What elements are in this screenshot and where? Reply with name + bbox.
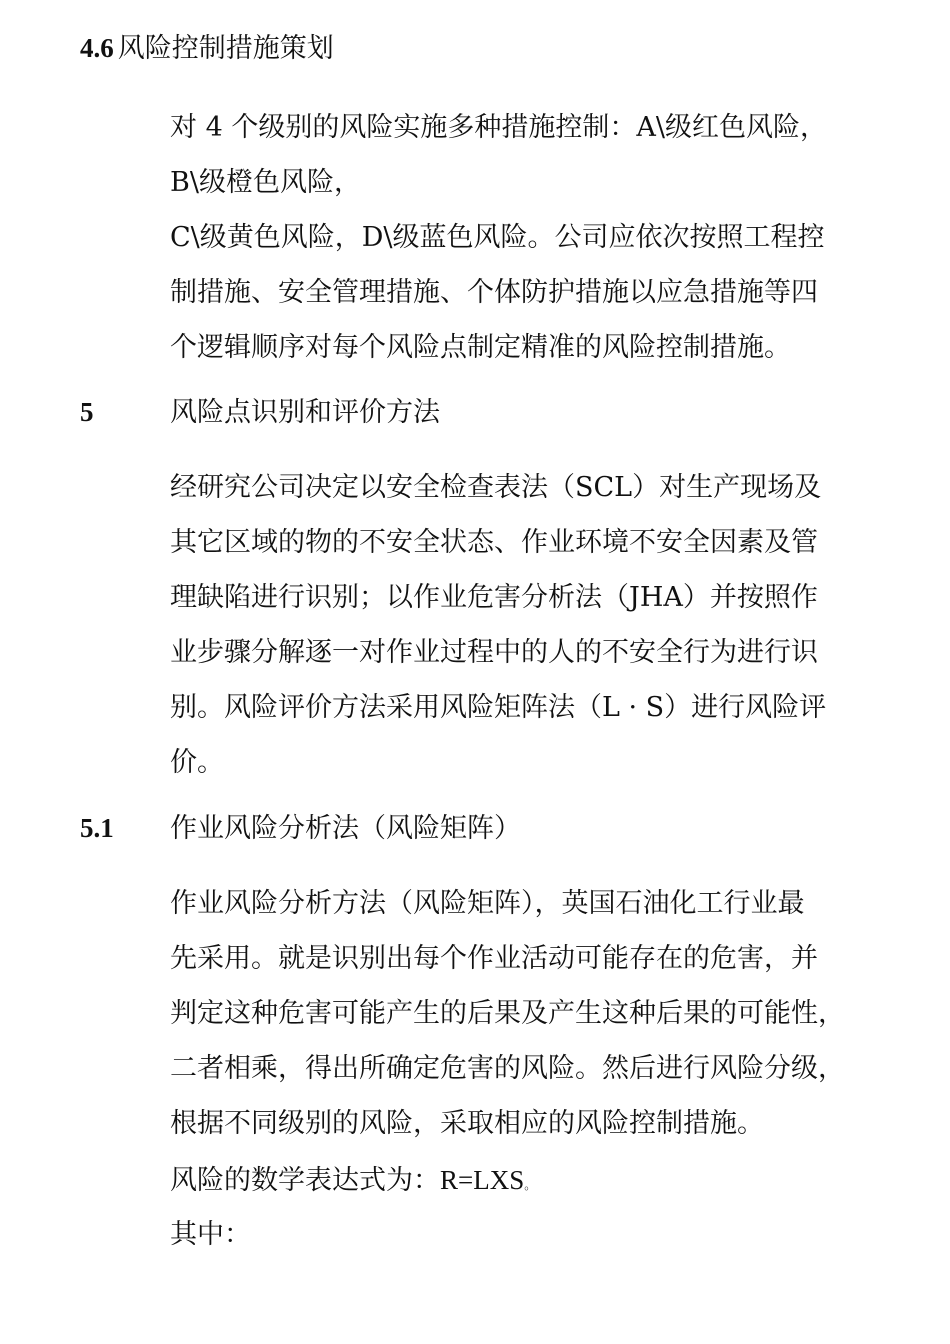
paragraph-line: 别。风险评价方法采用风险矩阵法（L · S）进行风险评 (170, 692, 827, 723)
paragraph-line: 经研究公司决定以安全检查表法（SCL）对生产现场及 (170, 472, 822, 503)
formula-period: 。 (524, 1178, 537, 1192)
paragraph-line: 理缺陷进行识别；以作业危害分析法（JHA）并按照作 (170, 582, 818, 613)
formula-label: 风险的数学表达式为： (170, 1165, 440, 1196)
paragraph-line: 个逻辑顺序对每个风险点制定精准的风险控制措施。 (170, 332, 791, 363)
section-title: 风险点识别和评价方法 (170, 397, 440, 428)
paragraph-line: 判定这种危害可能产生的后果及产生这种后果的可能性， (170, 998, 845, 1029)
section-title: 风险控制措施策划 (117, 33, 334, 64)
paragraph-line: 根据不同级别的风险，采取相应的风险控制措施。 (170, 1108, 764, 1139)
paragraph-line: C\级黄色风险，D\级蓝色风险。公司应依次按照工程控 (170, 222, 825, 253)
where-label: 其中： (170, 1219, 251, 1250)
paragraph-line: 先采用。就是识别出每个作业活动可能存在的危害，并 (170, 943, 818, 974)
section-heading-5-1 (80, 808, 521, 849)
paragraph-line: 作业风险分析方法（风险矩阵），英国石油化工行业最 (170, 888, 805, 919)
paragraph-line: 价。 (170, 747, 224, 778)
section-heading-5 (80, 392, 440, 433)
section-number: 4.6 (80, 33, 114, 63)
paragraph-line: 其它区域的物的不安全状态、作业环境不安全因素及管 (170, 527, 818, 558)
formula-line (170, 1160, 536, 1205)
section-heading-4-6 (80, 28, 334, 69)
paragraph-line: 制措施、安全管理措施、个体防护措施以应急措施等四 (170, 277, 818, 308)
paragraph-line: B\级橙色风险， (170, 167, 361, 198)
paragraph-line: 对 4 个级别的风险实施多种措施控制：A\级红色风险， (170, 112, 827, 143)
paragraph-line: 二者相乘，得出所确定危害的风险。然后进行风险分级， (170, 1053, 845, 1084)
section-number: 5 (80, 397, 94, 427)
paragraph-line: 业步骤分解逐一对作业过程中的人的不安全行为进行识 (170, 637, 818, 668)
section-title: 作业风险分析法（风险矩阵） (170, 813, 521, 844)
section-number: 5.1 (80, 813, 114, 843)
formula-expression: R=LXS (440, 1165, 525, 1195)
